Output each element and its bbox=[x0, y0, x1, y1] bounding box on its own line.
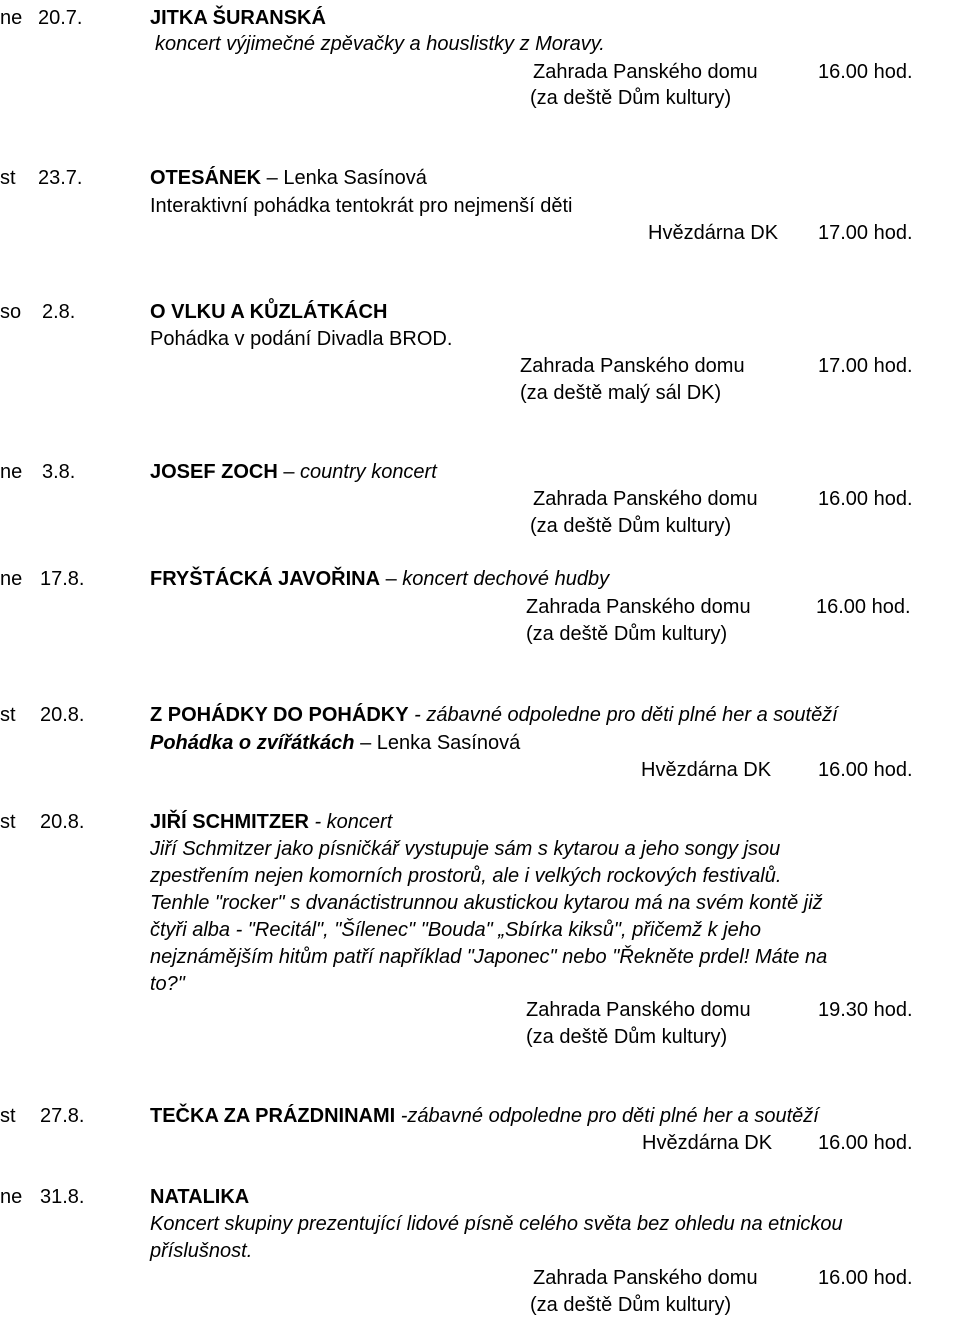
event-title-suffix: -zábavné odpoledne pro děti plné her a soutěží bbox=[400, 1105, 819, 1127]
event-description-line: příslušnost. bbox=[150, 1240, 253, 1262]
event-date: 20.7. bbox=[38, 7, 83, 29]
event-time: 16.00 hod. bbox=[818, 61, 913, 83]
event-day: st bbox=[0, 704, 16, 726]
event-title: JIŘÍ SCHMITZER bbox=[150, 811, 309, 833]
event-title: Z POHÁDKY DO POHÁDKY bbox=[150, 704, 409, 726]
event-day: st bbox=[0, 811, 16, 833]
event-title-suffix: - zábavné odpoledne pro děti plné her a soutěží bbox=[414, 704, 838, 726]
event-venue: Zahrada Panského domu bbox=[526, 596, 751, 618]
event-description-line: zpestřením nejen komorních prostorů, ale i velkých rockových festivalů. bbox=[150, 865, 782, 887]
event-venue: Zahrada Panského domu bbox=[533, 1267, 758, 1289]
event-title-line bbox=[150, 1104, 819, 1128]
event-venue: Zahrada Panského domu bbox=[520, 355, 745, 377]
event-date: 20.8. bbox=[40, 811, 85, 833]
event-date: 17.8. bbox=[40, 568, 85, 590]
event-date: 2.8. bbox=[42, 301, 76, 323]
event-rain-venue: (za deště Dům kultury) bbox=[530, 1294, 732, 1316]
event-subtitle-line: Pohádka o zvířátkách – Lenka Sasínová bbox=[150, 732, 521, 754]
event-time: 17.00 hod. bbox=[818, 222, 913, 244]
event-description-line: Tenhle "rocker" s dvanáctistrunnou akustickou kytarou má na svém kontě již bbox=[150, 892, 823, 914]
event-title: TEČKA ZA PRÁZDNINAMI bbox=[150, 1105, 396, 1127]
event-time: 16.00 hod. bbox=[818, 1267, 913, 1289]
event-day: so bbox=[0, 301, 22, 323]
event-title: OTESÁNEK bbox=[150, 167, 262, 189]
event-description: Interaktivní pohádka tentokrát pro nejmenší děti bbox=[150, 195, 573, 217]
event-time: 16.00 hod. bbox=[818, 1132, 913, 1154]
event-day: st bbox=[0, 167, 16, 189]
event-time: 16.00 hod. bbox=[818, 759, 913, 781]
event-title-suffix: - koncert bbox=[314, 811, 393, 833]
event-date: 23.7. bbox=[38, 167, 83, 189]
event-description-line: Jiří Schmitzer jako písničkář vystupuje sám s kytarou a jeho songy jsou bbox=[150, 838, 781, 860]
event-date: 31.8. bbox=[40, 1186, 85, 1208]
event-time: 16.00 hod. bbox=[818, 488, 913, 510]
event-title: O VLKU A KŮZLÁTKÁCH bbox=[150, 301, 388, 323]
event-day: ne bbox=[0, 461, 23, 483]
event-date: 3.8. bbox=[42, 461, 76, 483]
event-description-line: nejznámějším hitům patří například "Japonec" nebo "Řekněte prdel! Máte na bbox=[150, 946, 828, 968]
event-description-line: čtyři alba - "Recitál", "Šílenec" "Bouda" „Sbírka kiksů", přičemž k jeho bbox=[150, 919, 762, 941]
event-subtitle: Pohádka o zvířátkách bbox=[150, 732, 355, 754]
event-description-line: to?" bbox=[150, 973, 185, 995]
event-title-line: FRYŠTÁCKÁ JAVOŘINA – koncert dechové hudby bbox=[150, 568, 610, 590]
event-day: st bbox=[0, 1105, 16, 1127]
event-day: ne bbox=[0, 7, 23, 29]
event-title-line: OTESÁNEK – Lenka Sasínová bbox=[150, 167, 427, 189]
event-title: JITKA ŠURANSKÁ bbox=[150, 7, 326, 29]
event-title-line bbox=[150, 703, 838, 727]
event-date: 27.8. bbox=[40, 1105, 85, 1127]
event-rain-venue: (za deště Dům kultury) bbox=[530, 87, 732, 109]
event-venue: Hvězdárna DK bbox=[641, 759, 772, 781]
event-subtitle-suffix: Lenka Sasínová bbox=[376, 732, 521, 754]
event-title-suffix: Lenka Sasínová bbox=[283, 167, 427, 189]
event-title: JOSEF ZOCH bbox=[150, 461, 278, 483]
event-title: NATALIKA bbox=[150, 1186, 250, 1208]
event-rain-venue: (za deště Dům kultury) bbox=[526, 623, 728, 645]
event-title-suffix: country koncert bbox=[300, 461, 437, 483]
event-description: koncert výjimečné zpěvačky a houslistky z Moravy. bbox=[155, 33, 605, 55]
event-time: 16.00 hod. bbox=[816, 596, 911, 618]
event-rain-venue: (za deště malý sál DK) bbox=[520, 382, 722, 404]
event-venue: Hvězdárna DK bbox=[642, 1132, 773, 1154]
event-day: ne bbox=[0, 1186, 23, 1208]
event-venue: Zahrada Panského domu bbox=[526, 999, 751, 1021]
event-venue: Zahrada Panského domu bbox=[533, 61, 758, 83]
event-date: 20.8. bbox=[40, 704, 85, 726]
event-time: 17.00 hod. bbox=[818, 355, 913, 377]
event-description-line: Koncert skupiny prezentující lidové písně celého světa bez ohledu na etnickou bbox=[150, 1213, 843, 1235]
event-title-line bbox=[150, 810, 392, 834]
event-venue: Zahrada Panského domu bbox=[533, 488, 758, 510]
event-rain-venue: (za deště Dům kultury) bbox=[526, 1026, 728, 1048]
event-rain-venue: (za deště Dům kultury) bbox=[530, 515, 732, 537]
event-title-suffix: koncert dechové hudby bbox=[402, 568, 610, 590]
event-time: 19.30 hod. bbox=[818, 999, 913, 1021]
event-venue: Hvězdárna DK bbox=[648, 222, 779, 244]
event-title-line: JOSEF ZOCH – country koncert bbox=[150, 461, 437, 483]
event-title: FRYŠTÁCKÁ JAVOŘINA bbox=[150, 568, 381, 590]
event-description: Pohádka v podání Divadla BROD. bbox=[150, 328, 453, 350]
event-day: ne bbox=[0, 568, 23, 590]
